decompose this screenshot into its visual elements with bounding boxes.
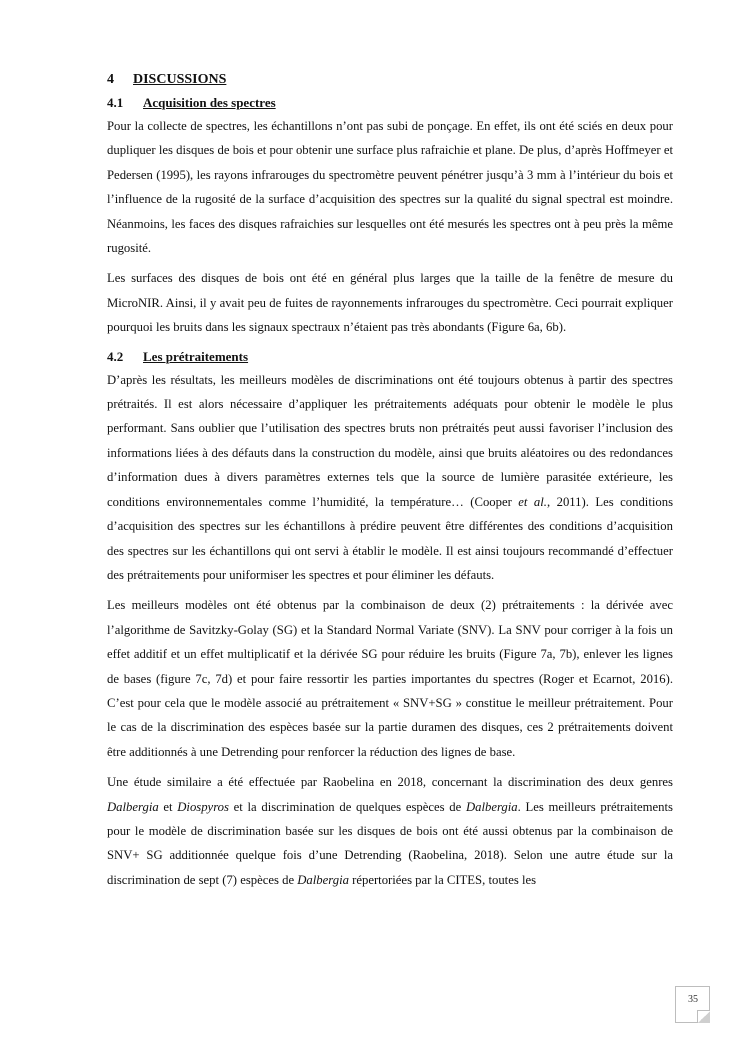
text-run: D’après les résultats, les meilleurs modèles de discriminations ont été toujours obtenus à partir des spectres prétraités. Il est alors nécessaire d’appliquer les prétraitements adéquats pour obtenir le modèle le plus performant. Sans oublier que l’utilisation des spectres bruts non prétraités peut aussi favoriser l’inclusion des informations liées à des défauts dans la construction du modèle, ainsi que bruits aléatoires ou des redondances d’information dues à divers paramètres externes tels que la source de lumière parasitée extérieure, les conditions environnementales comme l’humidité, la température… (Cooper (107, 372, 673, 509)
subsection-title: Les prétraitements (143, 348, 249, 364)
subsection-number: 4.1 (107, 95, 124, 110)
genus-name: Dalbergia (465, 799, 518, 814)
text-run: . Les meilleurs prétraitements pour le modèle de discrimination basée sur les disques de bois ont été aussi obtenus par la combinaison de SNV+ SG additionnée quelque fois d’une Detrending (Raobelina, 2018). Selon une autre étude sur la discrimination de sept (7) espèces de (107, 799, 673, 887)
document-page (107, 68, 673, 892)
section-number: 4 (107, 72, 114, 87)
genus-name: Diospyros (177, 799, 229, 814)
paragraph-4-1-2: Les surfaces des disques de bois ont été en général plus larges que la taille de la fenêtre de mesure du MicroNIR. Ainsi, il y avait peu de fuites de rayonnements infrarouges du spectromètre. Ceci pourrait expliquer pourquoi les bruits dans les signaux spectraux n’étaient pas très abondants (Figure 6a, 6b). (107, 271, 673, 335)
paragraph-4-1-1: Pour la collecte de spectres, les échantillons n’ont pas subi de ponçage. En effet, ils ont été sciés en deux pour dupliquer les disques de bois et pour obtenir une surface plus rafraichie et plane. De plus, d’après Hoffmeyer et Pedersen (1995), les rayons infrarouges du spectromètre peuvent pénétrer jusqu’à 3 mm à l’intérieur du bois et l’influence de la rugosité de la surface d’acquisition des spectres sur la qualité du signal spectral est moindre. Néanmoins, les faces des disques rafraichies sur lesquelles ont été mesurés les spectres ont à peu près la même rugosité. (107, 119, 673, 256)
genus-name: Dalbergia (107, 799, 159, 814)
text-run: , 2011). Les conditions d’acquisition des spectres sur les échantillons à prédire peuvent être différentes des conditions d’acquisition des spectres sur les échantillons qui ont servi à établir le modèle. Il est ainsi toujours recommandé d’effectuer des prétraitements pour uniformiser les spectres et pour éliminer les défauts. (107, 494, 674, 582)
paragraph-4-2-3 (107, 770, 673, 892)
page-number-frame-edge (709, 986, 710, 1010)
paragraph-4-2-2: Les meilleurs modèles ont été obtenus par la combinaison de deux (2) prétraitements : la dérivée avec l’algorithme de Savitzky-Golay (SG) et la Standard Normal Variate (SNV). La SNV pour corriger à la fois un effet additif et un effet multiplicatif et la dérivée SG pour réduire les bruits (Figure 7a, 7b), enlever les lignes de bases (figure 7c, 7d) et pour faire ressortir les parties importantes du spectres (Roger et Ecarnot, 2016). C’est pour cela que le modèle associé au prétraitement « SNV+SG » constitue le meilleur prétraitement. Pour le cas de la discrimination des espèces basée sur la partie duramen des disques, ces 2 prétraitements doivent être additionnés à une Detrending pour renforcer la réduction des lignes de base. (107, 598, 673, 759)
section-title: DISCUSSIONS (133, 72, 227, 87)
section-heading-4 (107, 68, 673, 92)
subsection-title: Acquisition des spectres (143, 95, 276, 110)
text-run: Une étude similaire a été effectuée par Raobelina en 2018, concernant la discrimination des deux genres (107, 775, 673, 790)
genus-name: Dalbergia (297, 872, 349, 887)
subsection-number: 4.2 (107, 348, 124, 364)
page-number-frame-edge (675, 1022, 697, 1023)
subsection-heading-4-1 (107, 92, 673, 114)
text-run: et la discrimination de quelques espèces de (228, 799, 466, 814)
page-number: 35 (675, 986, 710, 1023)
subsection-heading-4-2 (107, 346, 673, 368)
text-run: et (158, 799, 178, 814)
paragraph-4-2-1 (107, 368, 673, 588)
page-curl-decoration (697, 1010, 710, 1023)
citation-etal: et al. (518, 494, 547, 509)
text-run: répertoriées par la CITES, toutes les (348, 872, 537, 887)
